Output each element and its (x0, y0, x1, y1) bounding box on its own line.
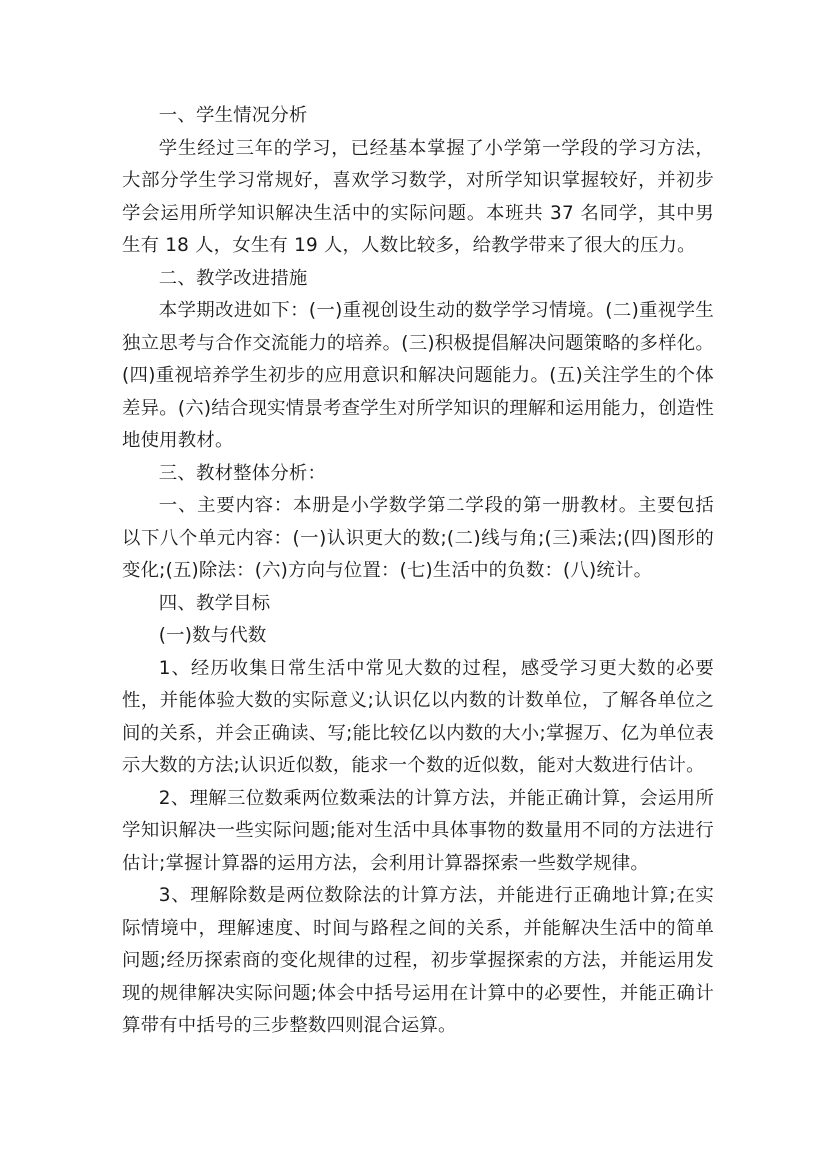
paragraph-main-content: 一、主要内容：本册是小学数学第二学段的第一册教材。主要包括以下八个单元内容：(一)认识更大的数;(二)线与角;(三)乘法;(四)图形的变化;(五)除法：(六)方向与位置：(七)生活中的负数：(八)统计。 (122, 495, 714, 581)
paragraph-goal-3: 3、理解除数是两位数除法的计算方法，并能进行正确地计算;在实际情境中，理解速度、时间与路程之间的关系，并能解决生活中的简单问题;经历探索商的变化规律的过程，初步掌握探索的方法，并能运用发现的规律解决实际问题;体会中括号运用在计算中的必要性，并能正确计算带有中括号的三步整数四则混合运算。 (122, 885, 714, 1036)
document-page (122, 100, 714, 1043)
heading-textbook-analysis: 三、教材整体分析： (158, 462, 327, 484)
heading-student-analysis: 一、学生情况分析 (158, 105, 308, 126)
heading-teaching-improvements: 二、教学改进措施 (158, 267, 308, 289)
heading-teaching-goals: 四、教学目标 (158, 592, 271, 614)
paragraph-goal-2: 2、理解三位数乘两位数乘法的计算方法，并能正确计算，会运用所学知识解决一些实际问题;能对生活中具体事物的数量用不同的方法进行估计;掌握计算器的运用方法，会利用计算器探索一些数学规律。 (122, 787, 714, 874)
paragraph-student-analysis: 学生经过三年的学习，已经基本掌握了小学第一学段的学习方法，大部分学生学习常规好，喜欢学习数学，对所学知识掌握较好，并初步学会运用所学知识解决生活中的实际问题。本班共 37 名同学，其中男生有 18 人，女生有 19 人，人数比较多，给教学带来了很大的压力。 (122, 137, 714, 256)
heading-numbers-algebra: (一)数与代数 (158, 625, 267, 646)
paragraph-goal-1: 1、经历收集日常生活中常见大数的过程，感受学习更大数的必要性，并能体验大数的实际意义;认识亿以内数的计数单位，了解各单位之间的关系，并会正确读、写;能比较亿以内数的大小;掌握万、亿为单位表示大数的方法;认识近似数，能求一个数的近似数，能对大数进行估计。 (122, 657, 714, 776)
paragraph-teaching-improvements: 本学期改进如下：(一)重视创设生动的数学学习情境。(二)重视学生独立思考与合作交流能力的培养。(三)积极提倡解决问题策略的多样化。(四)重视培养学生初步的应用意识和解决问题能力。(五)关注学生的个体差异。(六)结合现实情景考查学生对所学知识的理解和运用能力，创造性地使用教材。 (122, 300, 714, 451)
